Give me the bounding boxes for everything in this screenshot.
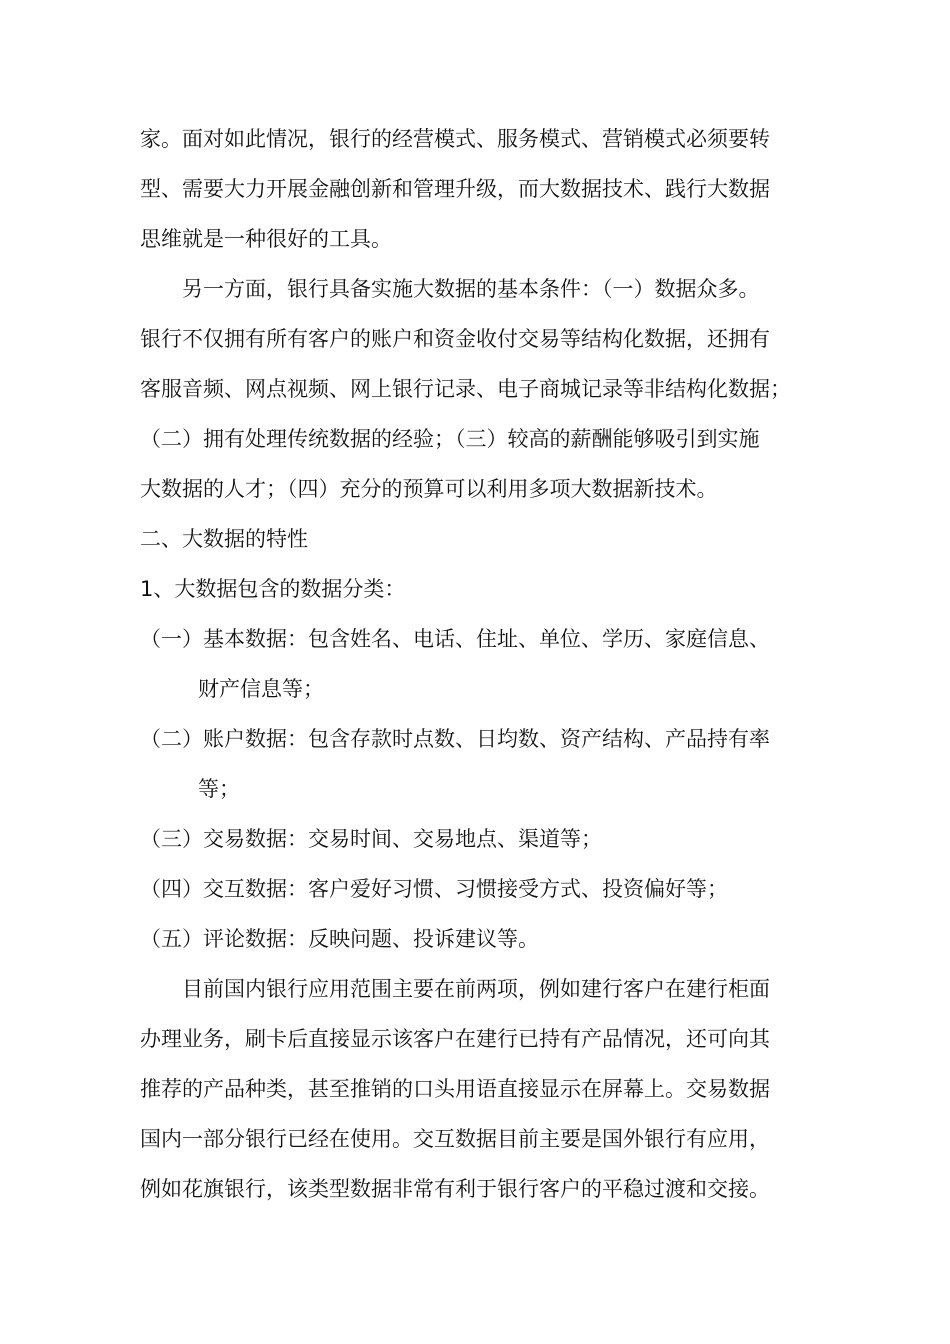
section-heading: 二、大数据的特性 [140,527,308,551]
list-item: （三）交易数据：交易时间、交易地点、渠道等； [140,827,602,851]
list-item: （五）评论数据：反映问题、投诉建议等。 [140,927,539,951]
subsection-heading: 1、大数据包含的数据分类： [140,577,406,601]
list-item: （四）交互数据：客户爱好习惯、习惯接受方式、投资偏好等； [140,877,728,901]
paragraph-line: 国内一部分银行已经在使用。交互数据目前主要是国外银行有应用， [140,1127,770,1151]
paragraph-line: 思维就是一种很好的工具。 [140,227,392,251]
paragraph-line: 例如花旗银行，该类型数据非常有利于银行客户的平稳过渡和交接。 [140,1177,770,1201]
list-item-continuation: 财产信息等； [198,677,324,701]
list-item: （二）账户数据：包含存款时点数、日均数、资产结构、产品持有率 [140,727,770,751]
list-item: （一）基本数据：包含姓名、电话、住址、单位、学历、家庭信息、 [140,627,770,651]
paragraph-line: 客服音频、网点视频、网上银行记录、电子商城记录等非结构化数据； [140,377,791,401]
paragraph-line: 目前国内银行应用范围主要在前两项，例如建行客户在建行柜面 [182,977,770,1001]
paragraph-line: 家。面对如此情况，银行的经营模式、服务模式、营销模式必须要转 [140,127,770,151]
paragraph-line: 银行不仅拥有所有客户的账户和资金收付交易等结构化数据，还拥有 [140,327,770,351]
paragraph-line: 另一方面，银行具备实施大数据的基本条件：（一）数据众多。 [182,277,760,301]
paragraph-line: 型、需要大力开展金融创新和管理升级，而大数据技术、践行大数据 [140,177,770,201]
paragraph-line: 办理业务，刷卡后直接显示该客户在建行已持有产品情况，还可向其 [140,1027,770,1051]
paragraph-line: 推荐的产品种类，甚至推销的口头用语直接显示在屏幕上。交易数据 [140,1077,770,1101]
list-item-continuation: 等； [198,777,240,801]
paragraph-line: （二）拥有处理传统数据的经验；（三）较高的薪酬能够吸引到实施 [140,427,760,451]
paragraph-line: 大数据的人才；（四）充分的预算可以利用多项大数据新技术。 [140,477,718,501]
